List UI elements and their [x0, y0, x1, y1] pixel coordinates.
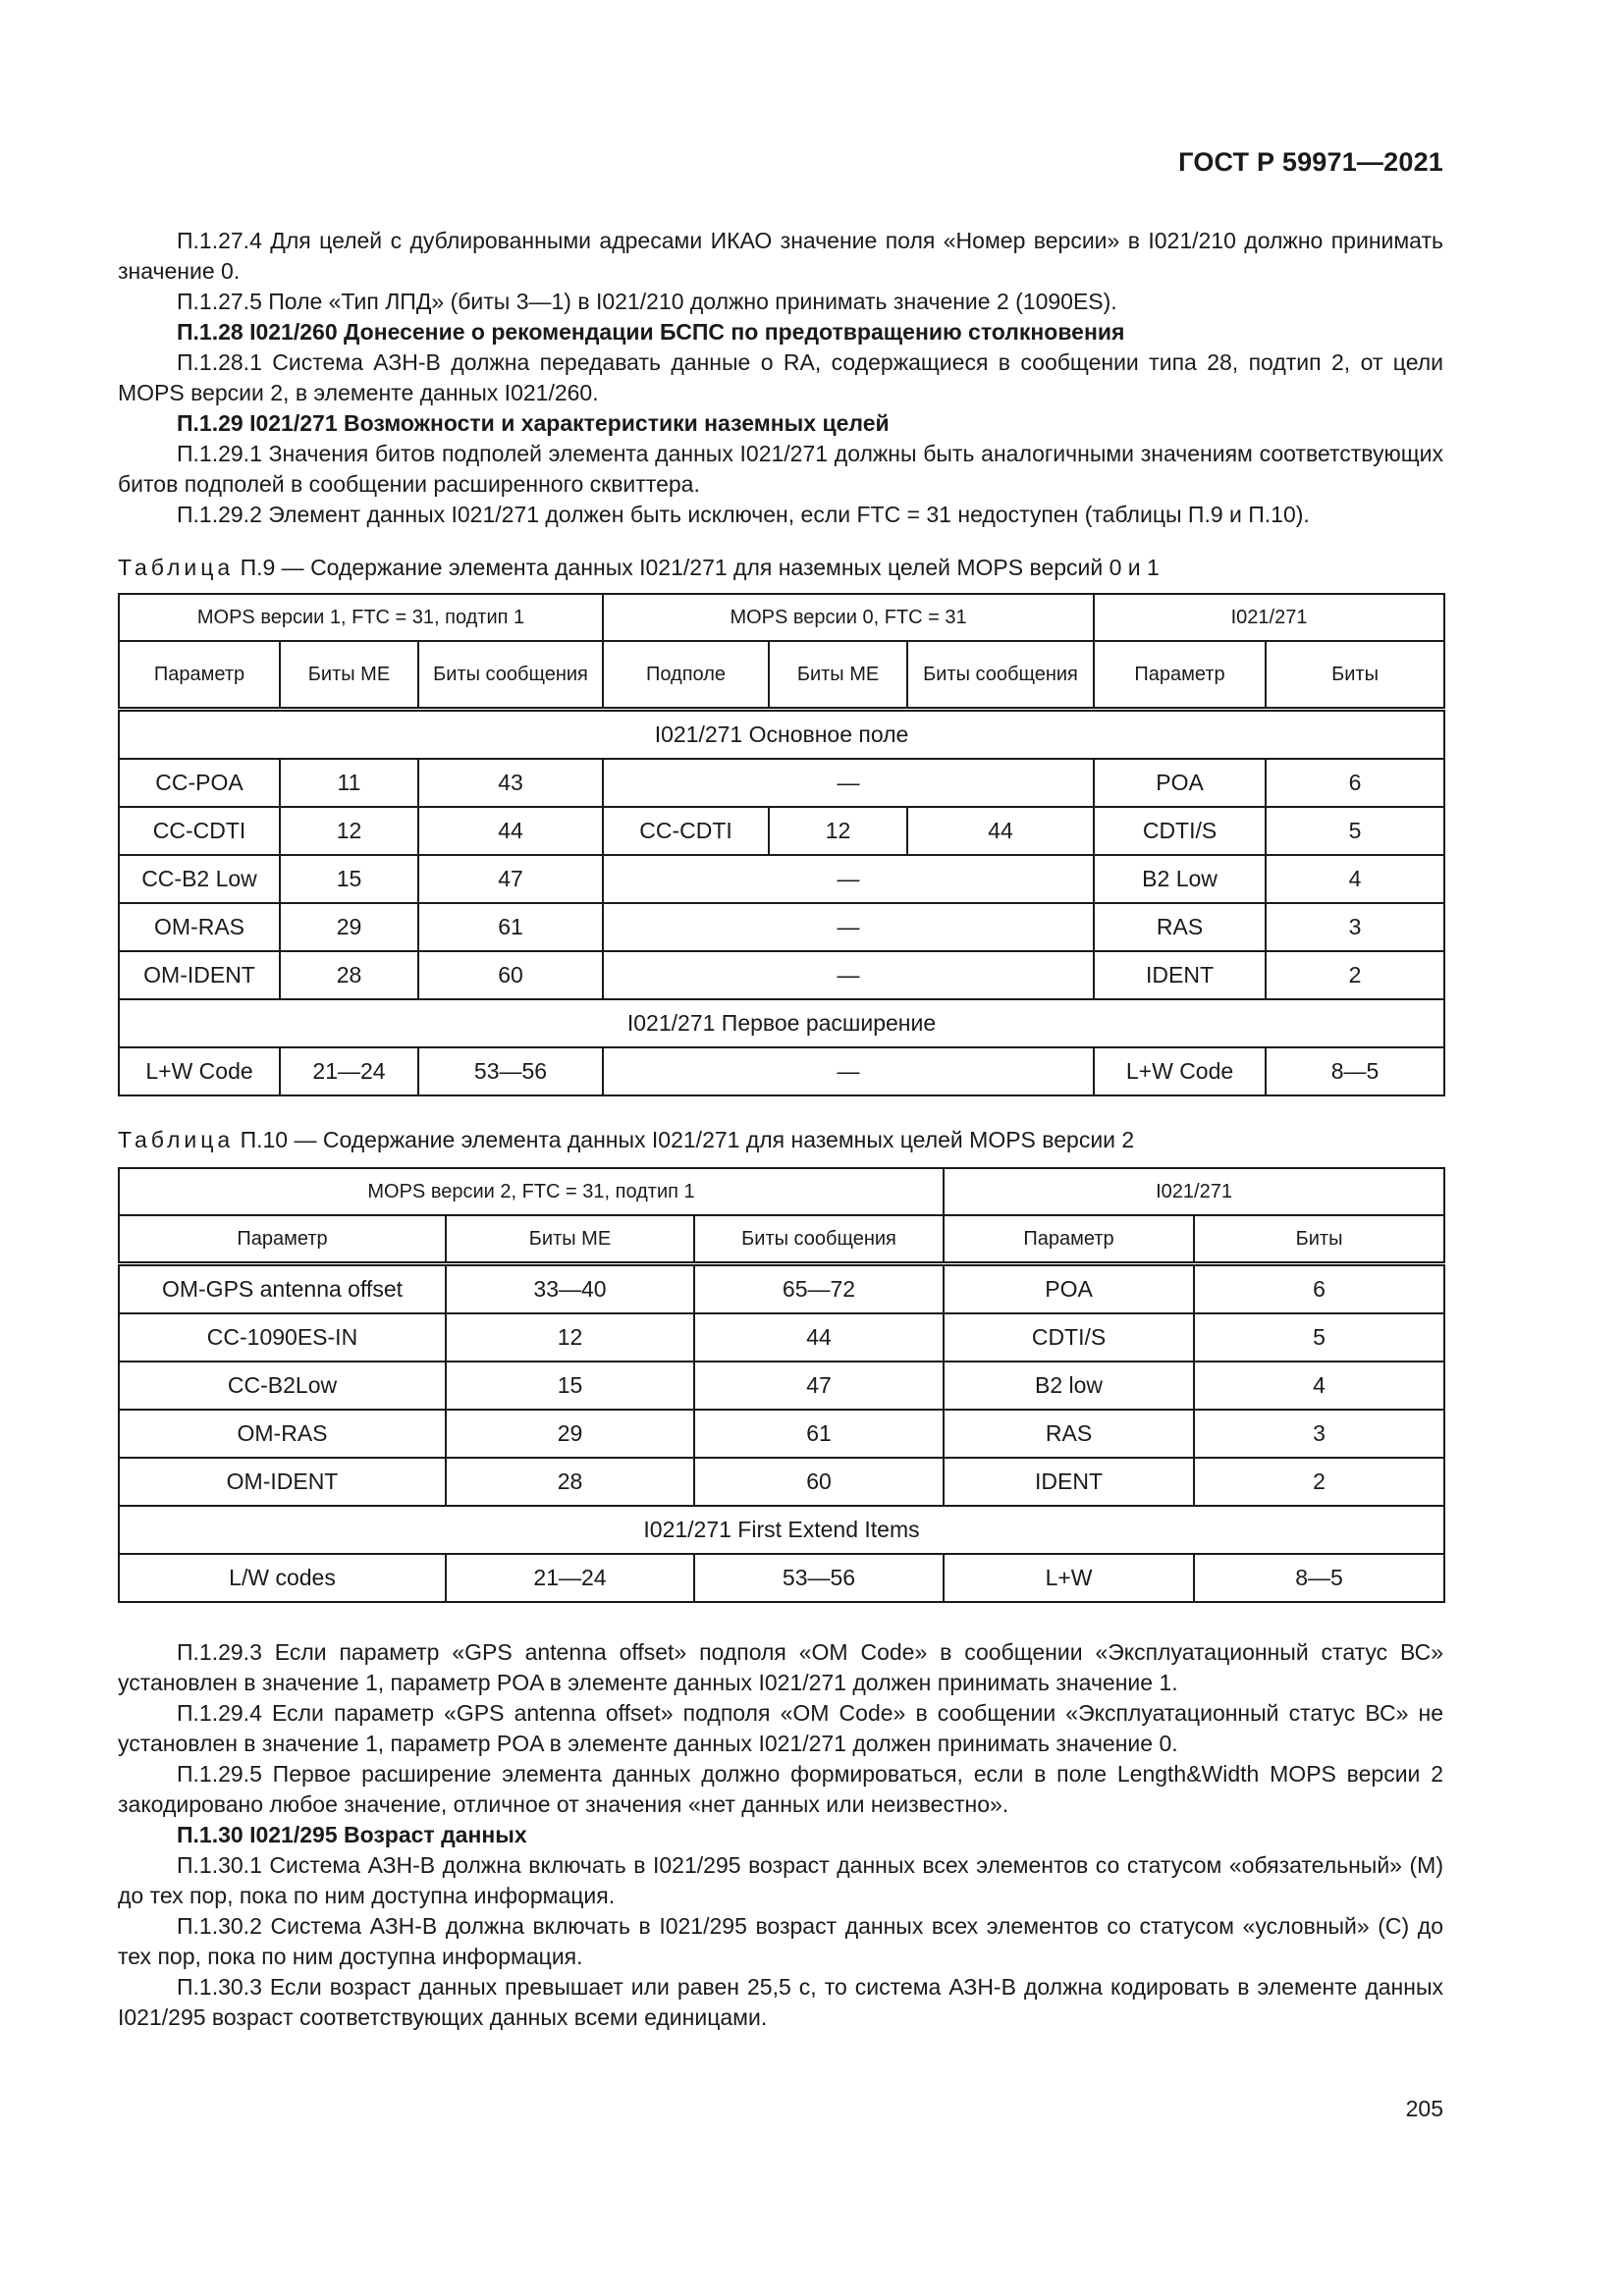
table-cell: 29: [280, 903, 418, 951]
table-row: [119, 855, 1444, 903]
column-header: Параметр: [119, 1215, 446, 1264]
section-title: I021/271 Первое расширение: [119, 999, 1444, 1047]
table-cell: 8—5: [1266, 1047, 1444, 1095]
group-header: MOPS версии 2, FTC = 31, подтип 1: [119, 1168, 944, 1215]
table-cell: —: [603, 1047, 1094, 1095]
paragraph: П.1.27.4 Для целей с дублированными адресами ИКАО значение поля «Номер версии» в I021/210 должно принимать значение 0.: [118, 228, 1443, 284]
table-cell: RAS: [944, 1410, 1194, 1458]
table-cell: 61: [418, 903, 603, 951]
table-row: [119, 903, 1444, 951]
column-header: Биты сообщения: [694, 1215, 944, 1264]
table-cell: CC-POA: [119, 759, 280, 807]
table-10: [118, 1167, 1445, 1603]
table-cell: 53—56: [694, 1554, 944, 1602]
group-header: MOPS версии 0, FTC = 31: [603, 594, 1094, 641]
table-cell: 8—5: [1194, 1554, 1444, 1602]
table-9-block: [118, 553, 1443, 1096]
table-cell: CDTI/S: [1094, 807, 1266, 855]
table-cell: 47: [694, 1362, 944, 1410]
section-heading: П.1.30 I021/295 Возраст данных: [177, 1822, 527, 1847]
table-row: [119, 1313, 1444, 1362]
table-row: [119, 1047, 1444, 1095]
table-cell: 3: [1266, 903, 1444, 951]
column-header: Биты: [1194, 1215, 1444, 1264]
column-header: Параметр: [119, 641, 280, 710]
section-row: [119, 710, 1444, 760]
table-row: [119, 1554, 1444, 1602]
table-cell: 2: [1266, 951, 1444, 999]
table-cell: 15: [446, 1362, 694, 1410]
table-cell: 65—72: [694, 1264, 944, 1314]
table-cell: L+W: [944, 1554, 1194, 1602]
table-cell: 61: [694, 1410, 944, 1458]
table-cell: —: [603, 903, 1094, 951]
table-cell: B2 low: [944, 1362, 1194, 1410]
table-cell: 11: [280, 759, 418, 807]
bottom-paragraphs: [118, 1637, 1443, 2033]
table-cell: L/W codes: [119, 1554, 446, 1602]
table-cell: RAS: [1094, 903, 1266, 951]
paragraph: П.1.27.5 Поле «Тип ЛПД» (биты 3—1) в I021/210 должно принимать значение 2 (1090ES).: [177, 289, 1117, 314]
table-cell: 12: [769, 807, 907, 855]
paragraph: П.1.29.3 Если параметр «GPS antenna offset» подполя «OM Code» в сообщении «Эксплуатационный статус ВС» установлен в значение 1, параметр POA в элементе данных I021/271 должен принимать значение 1.: [118, 1639, 1443, 1695]
section-row: [119, 999, 1444, 1047]
table-cell: 60: [694, 1458, 944, 1506]
table-cell: 15: [280, 855, 418, 903]
column-header: Биты ME: [280, 641, 418, 710]
table-header-row: [119, 594, 1444, 641]
column-header: Биты сообщения: [418, 641, 603, 710]
table-cell: L+W Code: [1094, 1047, 1266, 1095]
column-header: Биты ME: [446, 1215, 694, 1264]
table-cell: 29: [446, 1410, 694, 1458]
table-cell: 53—56: [418, 1047, 603, 1095]
table-cell: 2: [1194, 1458, 1444, 1506]
table-row: [119, 1264, 1444, 1314]
table-cell: —: [603, 759, 1094, 807]
table-row: [119, 807, 1444, 855]
table-cell: 6: [1194, 1264, 1444, 1314]
table-cell: IDENT: [944, 1458, 1194, 1506]
top-paragraphs: [118, 226, 1443, 530]
table-row: [119, 1362, 1444, 1410]
table-cell: 47: [418, 855, 603, 903]
table-cell: 4: [1266, 855, 1444, 903]
group-header: I021/271: [944, 1168, 1444, 1215]
table-cell: OM-IDENT: [119, 1458, 446, 1506]
table-cell: —: [603, 951, 1094, 999]
table-cell: 5: [1266, 807, 1444, 855]
column-header: Параметр: [1094, 641, 1266, 710]
section-heading: П.1.29 I021/271 Возможности и характеристики наземных целей: [177, 410, 890, 436]
table-cell: OM-RAS: [119, 1410, 446, 1458]
section-row: [119, 1506, 1444, 1554]
table-row: [119, 1458, 1444, 1506]
paragraph: П.1.30.3 Если возраст данных превышает или равен 25,5 с, то система АЗН-В должна кодировать в элементе данных I021/295 возраст соответствующих данных всеми единицами.: [118, 1974, 1443, 2030]
table-cell: CC-CDTI: [119, 807, 280, 855]
table-row: [119, 951, 1444, 999]
table-cell: L+W Code: [119, 1047, 280, 1095]
table-10-block: [118, 1125, 1443, 1603]
table-cell: CC-CDTI: [603, 807, 769, 855]
table-cell: —: [603, 855, 1094, 903]
table-cell: 4: [1194, 1362, 1444, 1410]
table-row: [119, 1410, 1444, 1458]
paragraph: П.1.29.2 Элемент данных I021/271 должен быть исключен, если FTC = 31 недоступен (таблицы П.9 и П.10).: [177, 502, 1310, 527]
table-cell: 12: [446, 1313, 694, 1362]
table-cell: CC-B2 Low: [119, 855, 280, 903]
table-cell: B2 Low: [1094, 855, 1266, 903]
table-header-row: [119, 1168, 1444, 1215]
section-heading: П.1.28 I021/260 Донесение о рекомендации БСПС по предотвращению столкновения: [177, 319, 1125, 345]
table-cell: 28: [280, 951, 418, 999]
table-9: [118, 593, 1445, 1096]
table-cell: CC-1090ES-IN: [119, 1313, 446, 1362]
section-title: I021/271 First Extend Items: [119, 1506, 1444, 1554]
table-cell: 44: [907, 807, 1094, 855]
paragraph: П.1.30.1 Система АЗН-В должна включать в I021/295 возраст данных всех элементов со статусом «обязательный» (M) до тех пор, пока по ним доступна информация.: [118, 1852, 1443, 1908]
document-code: ГОСТ Р 59971—2021: [1178, 147, 1443, 177]
page-number: 205: [1405, 2096, 1443, 2121]
column-header: Биты: [1266, 641, 1444, 710]
table-cell: CC-B2Low: [119, 1362, 446, 1410]
table-cell: 33—40: [446, 1264, 694, 1314]
table-cell: 3: [1194, 1410, 1444, 1458]
paragraph: П.1.29.4 Если параметр «GPS antenna offset» подполя «OM Code» в сообщении «Эксплуатационный статус ВС» не установлен в значение 1, параметр POA в элементе данных I021/271 должен принимать значение 0.: [118, 1700, 1443, 1756]
table-cell: 43: [418, 759, 603, 807]
column-header: Биты ME: [769, 641, 907, 710]
table-cell: OM-GPS antenna offset: [119, 1264, 446, 1314]
paragraph: П.1.29.1 Значения битов подполей элемента данных I021/271 должны быть аналогичными значениям соответствующих битов подполей в сообщении расширенного сквиттера.: [118, 441, 1443, 497]
paragraph: П.1.29.5 Первое расширение элемента данных должно формироваться, если в поле Length&Width MOPS версии 2 закодировано любое значение, отличное от значения «нет данных или неизвестно».: [118, 1761, 1443, 1817]
table-row: [119, 759, 1444, 807]
column-header: Параметр: [944, 1215, 1194, 1264]
column-header: Биты сообщения: [907, 641, 1094, 710]
table-cell: 60: [418, 951, 603, 999]
table-cell: 12: [280, 807, 418, 855]
section-title: I021/271 Основное поле: [119, 710, 1444, 760]
table-9-caption: Таблица П.9 — Содержание элемента данных I021/271 для наземных целей MOPS версий 0 и 1: [118, 555, 1160, 580]
paragraph: П.1.28.1 Система АЗН-В должна передавать данные о RA, содержащиеся в сообщении типа 28, подтип 2, от цели MOPS версии 2, в элементе данных I021/260.: [118, 349, 1443, 405]
table-10-caption: Таблица П.10 — Содержание элемента данных I021/271 для наземных целей MOPS версии 2: [118, 1127, 1135, 1152]
table-cell: 28: [446, 1458, 694, 1506]
table-cell: OM-RAS: [119, 903, 280, 951]
table-cell: CDTI/S: [944, 1313, 1194, 1362]
table-cell: IDENT: [1094, 951, 1266, 999]
table-header-row: [119, 1215, 1444, 1264]
table-cell: 5: [1194, 1313, 1444, 1362]
table-cell: OM-IDENT: [119, 951, 280, 999]
column-header: Подполе: [603, 641, 769, 710]
table-cell: 44: [418, 807, 603, 855]
table-cell: 6: [1266, 759, 1444, 807]
table-cell: 21—24: [446, 1554, 694, 1602]
table-header-row: [119, 641, 1444, 710]
group-header: I021/271: [1094, 594, 1444, 641]
table-cell: 44: [694, 1313, 944, 1362]
table-cell: 21—24: [280, 1047, 418, 1095]
table-cell: POA: [1094, 759, 1266, 807]
paragraph: П.1.30.2 Система АЗН-В должна включать в I021/295 возраст данных всех элементов со статусом «условный» (C) до тех пор, пока по ним доступна информация.: [118, 1913, 1443, 1969]
group-header: MOPS версии 1, FTC = 31, подтип 1: [119, 594, 603, 641]
table-cell: POA: [944, 1264, 1194, 1314]
